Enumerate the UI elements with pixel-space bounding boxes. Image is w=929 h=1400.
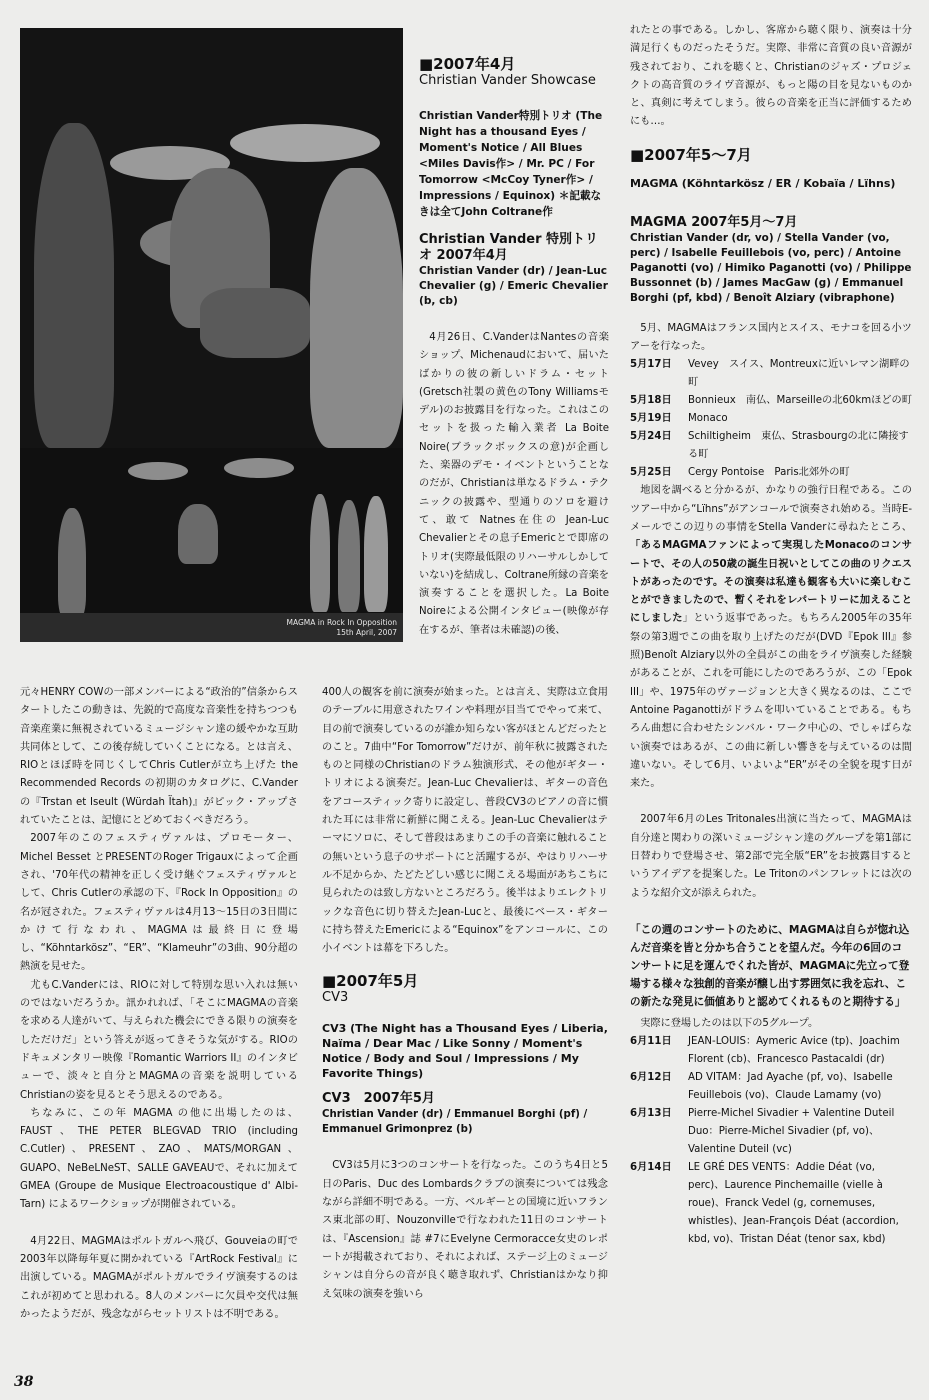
schedule-row <box>630 1105 912 1159</box>
schedule-date: 5月19日 <box>630 413 672 425</box>
members: Christian Vander (dr) / Emmanuel Borghi (pf) / Emmanuel Grimonprez (b) <box>322 1109 588 1136</box>
schedule-text: Monaco <box>688 413 728 425</box>
paragraph: 元々HENRY COWの一部メンバーによる“政治的”信条からスタートしたこの動きは、先鋭的で高度な音楽性を持ちつつも音楽産業に無視されているミュージシャン達の緩やかな互助共同体として、この後存続していくことになる。とは言え、RIOとほぼ時を同じくしてChris Cutlerが立ち上げた the Recommended Records の初期のカタログに、C.Vanderの『Trstan et Iseult (Würdah Ïtah)』がピック・アップされていたことは、記憶にとどめておくべきだろう。 <box>20 687 298 827</box>
performer-figure <box>310 494 330 612</box>
members: Christian Vander (dr) / Jean-Luc Chevalier (g) / Emeric Chevalier (b, cb) <box>419 265 608 307</box>
body-text <box>322 1157 608 1303</box>
drummer-figure <box>178 504 218 564</box>
performer-figure <box>58 508 86 618</box>
body-text <box>630 482 912 903</box>
group-title: CV3 2007年5月 <box>322 1091 435 1107</box>
schedule-row <box>630 464 912 482</box>
performer-figure <box>338 500 360 612</box>
paragraph: CV3は5月に3つのコンサートを行なった。このうち4日と5日のParis、Duc des Lombardsクラブの演奏については残念ながら詳細不明である。一方、ベルギーとの国境に近いフランス東北部の町、Nouzonvilleで行なわれた11日のコンサートは、『Ascension』誌 #7にEvelyne Cermoracce女史のレポートが掲載されており、それによれば、ステージ上のミュージシャンは自分らの音が良く聴き取れず、Christianはかなり抑え気味の演奏を強いら <box>322 1160 608 1300</box>
tour-dates <box>630 356 912 482</box>
section-heading: ■2007年5月 <box>322 972 419 991</box>
text-run: 地図を調べると分かるが、かなりの強行日程である。このツアー中から“Lïhns”がアンコールで演奏され始める。当時E-メールでこの辺りの事情をStella Vanderに尋ねたところ、 <box>630 485 912 533</box>
paragraph: 実際に登場したのは以下の5グループ。 <box>640 1017 819 1029</box>
body-text <box>419 329 609 640</box>
schedule-date: 5月17日 <box>630 359 672 371</box>
schedule-text: LE GRÉ DES VENTS：Addie Déat (vo, perc)、Laurence Pinchemaille (vielle à roue)、Franck Vedel (g, cornemuses, whistles)、Jean-François Déat (accordion, kbd, vo)、Tristan Déat (tenor sax, kbd) <box>688 1162 899 1246</box>
section-subtitle: CV3 <box>322 990 349 1006</box>
group-title: MAGMA 2007年5月～7月 <box>630 214 798 230</box>
page-number: 38 <box>14 1374 34 1390</box>
schedule-row <box>630 392 912 410</box>
pamphlet-quote: 「この週のコンサートのために、MAGMAは自らが惚れ込んだ音楽を皆と分かち合うことを望んだ。今年の6回のコンサートに足を運んでくれた皆が、MAGMAに先立って登場する様々な独創的音楽が醸し出す雰囲気に我を忘れ、この新たな発見に価値ありと認めてくれるものと期待する」 <box>630 923 910 1008</box>
setlist: Christian Vander特別トリオ (The Night has a thousand Eyes / Moment's Notice / All Blues <Miles Davis作> / Mr. PC / For Tomorrow <McCoy Tyner作> / Impressions / Equinox) ＊記載なきは全てJohn Coltrane作 <box>419 110 603 218</box>
paragraph: 2007年のこのフェスティヴァルは、プロモーター、Michel Besset とPRESENTのRoger Trigauxによって企画され、'70年代の精神を正しく受け継ぐフェスティヴァルとして、Chris Cutlerの承認の下、『Rock In Opposition』の名が冠された。フェスティヴァルは4月13～15日の3日間にかけて行なわれ、MAGMAは最終日に登場し、“Köhntarkösz”、“ER”、“Klameuhr”の3曲、90分超の熱演を見せた。 <box>20 833 298 973</box>
schedule-text: Bonnieux 南仏、Marseilleの北60kmほどの町 <box>688 395 912 407</box>
caption-line: MAGMA in Rock In Opposition <box>286 618 397 627</box>
cymbal-shape <box>128 462 188 480</box>
paragraph <box>630 482 912 793</box>
section-heading: ■2007年4月 <box>419 55 516 73</box>
caption-date: 15th April, 2007 <box>336 628 397 637</box>
paragraph: 400人の観客を前に演奏が始まった。とは言え、実際は立食用のテーブルに用意されたワインや料理が目当てでやって来て、目の前で演奏しているのが誰か知らない客がほとんどだったとのこと。7曲中“For Tomorrow”だけが、前年秋に披露されたものと同様のChristianのドラム独演形式、その他がギター・トリオによる演奏だ。Jean-Luc Chevalierは、ギターの音色をアコースティック寄りに設定し、普段CV3のピアノの音に慣れた耳には非常に新鮮に聞こえる。Jean-Luc Chevalierはテーマにソロに、そして普段はあまりこの手の音楽に触れることの無いという息子のサポートにと活躍するが、やはりリハーサル不足からか、たどたどしい感じに聞こえる場面があちこちに見られたのは致し方ないところだろう。後半はよりエレクトリックな音色に切り替えたJean-Lucと、最後にベース・ギターに持ち替えたEmericによる“Equinox”をアンコールに、この小イベントは幕を下ろした。 <box>322 687 608 955</box>
paragraph: 4月26日、C.VanderはNantesの音楽ショップ、Michenaudにおいて、届いたばかりの彼の新しいドラム・セット(Gretsch社製の黄色のTony Williamsモデル)のお披露目を行なった。これはこのセットを扱った輸入業者 La Boite Noire(ブラックボックスの意)が企画した、楽器のデモ・イベントということなのだが、Christianは単なるドラム・テクニックの披露や、型通りのソロを避けて、敢て Natnes在住の Jean-Luc Chevalierとその息子Emericとで即席のトリオ(実際最低限のリハーサルしかしていない)を結成し、Coltrane所縁の音楽を演奏することを選択した。La Boite Noireによる公開インタビュー(映像が存在するが、筆者は未確認)の後、 <box>419 332 609 636</box>
schedule-text: JEAN-LOUIS：Aymeric Avice (tp)、Joachim Florent (cb)、Francesco Pastacaldi (dr) <box>688 1036 900 1066</box>
cymbal-shape <box>230 124 380 162</box>
members: Christian Vander (dr, vo) / Stella Vander (vo, perc) / Isabelle Feuillebois (vo, perc) / Antoine Paganotti (vo) / Himiko Paganotti (vo) / Philippe Bussonnet (b) / James MacGaw (g) / Emmanuel Borghi (pf, kbd) / Benoît Alziary (vibraphone) <box>630 231 912 304</box>
section-subtitle: MAGMA (Köhntarkösz / ER / Kobaïa / Lïhns) <box>630 176 896 190</box>
photo-magma-rio <box>20 448 403 642</box>
body-text <box>322 684 608 958</box>
section-heading: ■2007年5～7月 <box>630 145 752 164</box>
paragraph: れたとの事である。しかし、客席から聴く限り、演奏は十分満足行くものだったそうだ。実際、非常に音質の良い音源が残されており、これを聴くと、Christianのジャズ・プロジェクトの高音質のライヴ音源が、もっと陽の目を見ないものかと、真剣に考えてしまう。彼らの音楽を正当に評価するためにも…。 <box>630 25 912 128</box>
schedule-row <box>630 1033 912 1069</box>
paragraph: ちなみに、この年 MAGMA の他に出場したのは、FAUST、THE PETER BLEGVAD TRIO (including C.Cutler)、PRESENT、ZAO、MATS/MORGAN、GUAPO、NeBeLNeST、SALLE GAVEAUで、それに加えてGMEA (Groupe de Musique Electroacoustique d' Albi-Tarn) によるワークショップが開催されている。 <box>20 1107 298 1211</box>
photo-trio <box>20 28 403 448</box>
cymbal-shape <box>224 458 294 478</box>
setlist: CV3 (The Night has a Thousand Eyes / Liberia, Naïma / Dear Mac / Like Sonny / Moment's Notice / Body and Soul / Impressions / My Favorite Things) <box>322 1022 608 1081</box>
performer-figure <box>34 123 114 448</box>
section-april <box>419 55 609 640</box>
drum-shape <box>200 288 310 358</box>
schedule-row <box>630 1159 912 1249</box>
performer-figure <box>310 168 403 448</box>
tritonales-groups <box>630 1033 912 1249</box>
schedule-text: AD VITAM：Jad Ayache (pf, vo)、Isabelle Feuillebois (vo)、Claude Lamamy (vo) <box>688 1072 893 1102</box>
schedule-text: Cergy Pontoise Paris北郊外の町 <box>688 467 850 479</box>
section-subtitle: Christian Vander Showcase <box>419 73 596 88</box>
performer-figure <box>364 496 388 612</box>
schedule-row <box>630 410 912 428</box>
schedule-date: 6月13日 <box>630 1108 672 1120</box>
group-title: Christian Vander 特別トリオ 2007年4月 <box>419 232 599 263</box>
paragraph: 4月22日、MAGMAはポルトガルへ飛び、Gouveiaの町で2003年以降毎年夏に開かれている『ArtRock Festival』に出演している。MAGMAがポルトガルでライヴ演奏するのはこれが初めてと思われる。8人のメンバーに欠員や交代は無かったようだが、残念ながらセットリストは不明である。 <box>20 1235 298 1320</box>
body-text <box>630 1015 912 1033</box>
schedule-date: 6月14日 <box>630 1162 672 1174</box>
body-text <box>630 320 912 357</box>
column-1-text <box>20 684 298 1324</box>
photo-caption <box>286 618 397 638</box>
paragraph: 2007年6月のLes Tritonales出演に当たって、MAGMAは自分達と関わりの深いミュージシャン達のグループを第1部に日替わりで登場させ、第2部で完全版“ER”をお披露目するというアイデアを提案した。Le Tritonのパンフレットには次のような紹介文が添えられた。 <box>630 814 912 899</box>
quoted-reply: 「あるMAGMAファンによって実現したMonacoのコンサートで、その人の50歳の誕生日祝いとしてこの曲のリクエストがあったのです。その演奏は私達も観客も大いに楽しむことができましたので、暫くそれをレパートリーに加えることにしました <box>630 540 912 625</box>
schedule-text: Vevey スイス、Montreuxに近いレマン湖畔の町 <box>688 359 910 389</box>
schedule-text: Schiltigheim 東仏、Strasbourgの北に隣接する町 <box>688 431 909 461</box>
schedule-date: 6月11日 <box>630 1036 672 1048</box>
paragraph: 5月、MAGMAはフランス国内とスイス、モナコを回る小ツアーを行なった。 <box>630 322 912 353</box>
schedule-date: 5月25日 <box>630 467 672 479</box>
schedule-date: 5月24日 <box>630 431 672 443</box>
schedule-date: 5月18日 <box>630 395 672 407</box>
schedule-row <box>630 1069 912 1105</box>
body-text <box>630 22 912 132</box>
schedule-text: Pierre-Michel Sivadier + Valentine Duteil Duo：Pierre-Michel Sivadier (pf, vo)、Valentine Duteil (vc) <box>688 1108 895 1156</box>
schedule-date: 6月12日 <box>630 1072 672 1084</box>
schedule-row <box>630 428 912 464</box>
column-3 <box>630 22 912 1249</box>
paragraph: 尤もC.Vanderには、RIOに対して特別な思い入れは無いのではないだろうか。訊かれれば、「そこにMAGMAの音楽を求める人達がいて、与えられた機会にできる限りの演奏をしただけだ」という答えが返ってきそうな気がする。RIOのドキュメンタリー映像『Romantic Warriors II』のインタビューで、淡々と自分とMAGMAの音楽を説明しているChristianの姿を見るとそう思えるのである。 <box>20 979 298 1101</box>
schedule-row <box>630 356 912 392</box>
column-2-lower <box>322 684 608 1304</box>
text-run: 」という返事であった。もちろん2005年の35年祭の第3週でこの曲を取り上げたのだが(DVD『Epok III』参照)Benoît Alziary以外の全員がこの曲をライヴ演奏した経験があることが、これを可能にしたのであろうが、この「Epok III」や、1975年のヴァージョンと大きく異なるのは、ここでAntoine Paganottiがドラムを叩いていることである。もちろん曲想に合わせたシンバル・ワーク中心の、でしゃばらない演奏ではあるが、この曲に新しい響きを与えているのは間違いない。そして6月、いよいよ“ER”がその全貌を現す日が来た。 <box>630 613 912 790</box>
